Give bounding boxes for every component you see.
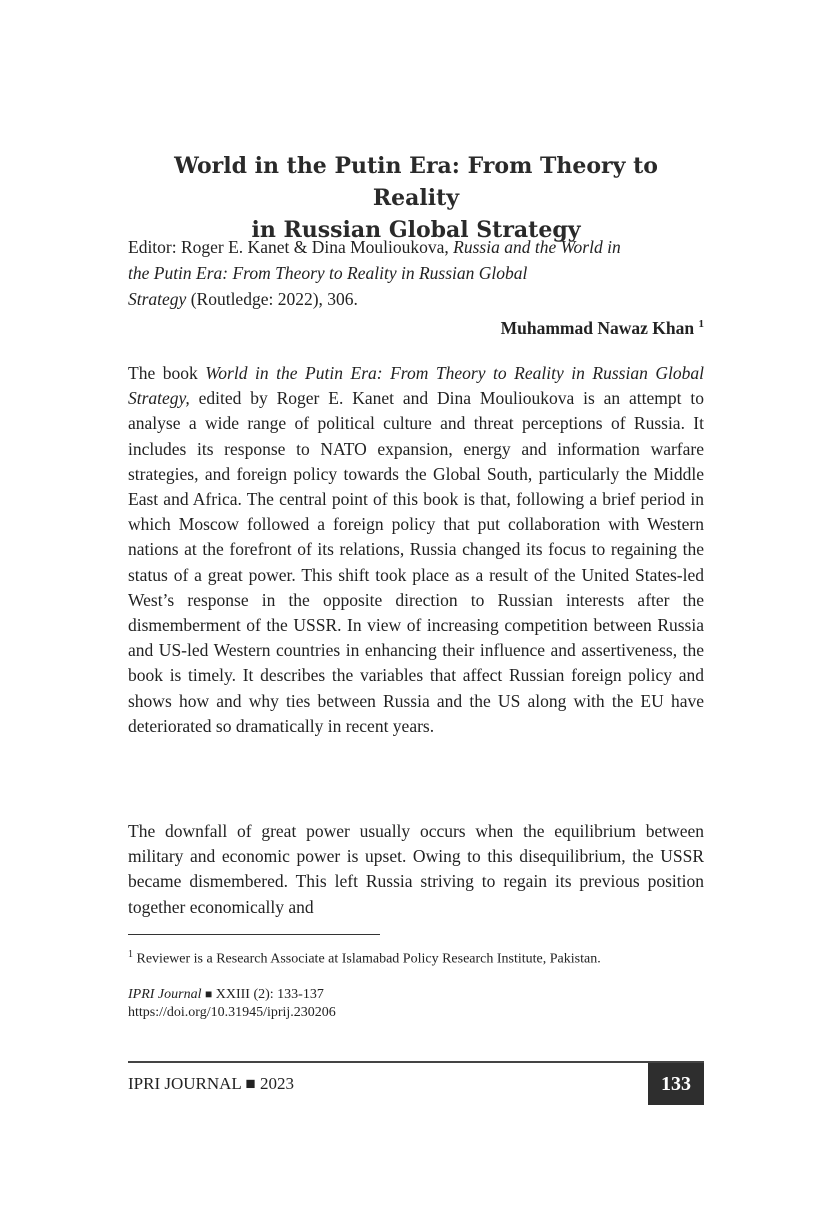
citation-line-3 xyxy=(128,286,704,312)
footnote-number: 1 xyxy=(128,949,133,960)
bibliographic-citation xyxy=(128,234,704,312)
citation-line-1 xyxy=(128,234,704,260)
review-title-line-2: in Russian Global Strategy xyxy=(251,217,581,243)
journal-issue: XXIII (2): 133-137 xyxy=(212,987,324,1002)
footnote-marker[interactable]: 1 xyxy=(698,318,704,330)
paragraph-1-lead: The book xyxy=(128,363,206,383)
reviewer-name xyxy=(501,311,704,341)
page-number: 133 xyxy=(648,1063,704,1105)
citation-book-title-part-1: Russia and the World in xyxy=(453,237,621,257)
journal-reference-line xyxy=(128,985,704,1004)
reviewer-name-text: Muhammad Nawaz Khan xyxy=(500,317,695,338)
paragraph-1-book-title: World in the Putin Era: From Theory to Reality in Russian Global Strategy, xyxy=(128,363,704,409)
citation-editors: Editor: Roger E. Kanet & Dina Moulioukova, xyxy=(128,237,454,257)
footer-journal-label: IPRI JOURNAL ■ 2023 xyxy=(128,1074,294,1093)
square-separator-icon: ■ xyxy=(204,987,213,1001)
body-paragraph-1 xyxy=(128,361,704,739)
journal-reference xyxy=(128,985,704,1022)
paragraph-1-text: edited by Roger E. Kanet and Dina Moulioukova is an attempt to analyse a wide range of political culture and threat perceptions of Russia. It includes its response to NATO expansion, energy and information warfare strategies, and foreign policy towards the Global South, particularly the Middle East and Africa. The central point of this book is that, following a brief period in which Moscow followed a foreign policy that put collaboration with Western nations at the forefront of its relations, Russia changed its focus to regaining the status of a great power. This shift took place as a result of the United States-led West’s response in the opposite direction to Russian interests after the dismemberment of the USSR. In view of increasing competition between Russia and US-led Western countries in enhancing their influence and assertiveness, the book is timely. It describes the variables that affect Russian foreign policy and shows how and why ties between Russia and the US along with the EU have deteriorated so dramatically in recent years. xyxy=(128,388,704,736)
citation-book-title-part-2: the Putin Era: From Theory to Reality in Russian Global xyxy=(128,263,528,283)
footnote xyxy=(128,945,704,970)
paragraph-2-text: The downfall of great power usually occurs when the equilibrium between military and economic power is upset. Owing to this disequilibrium, the USSR became dismembered. This left Russia striving to regain its previous position together economically and xyxy=(128,821,704,917)
doi-link[interactable]: https://doi.org/10.31945/iprij.230206 xyxy=(128,1005,336,1020)
citation-publisher: (Routledge: 2022), 306. xyxy=(186,289,358,309)
footnote-text: Reviewer is a Research Associate at Islamabad Policy Research Institute, Pakistan. xyxy=(133,951,601,967)
review-title xyxy=(128,150,704,246)
body-paragraph-2 xyxy=(128,819,704,920)
citation-line-2 xyxy=(128,260,704,286)
journal-name: IPRI Journal xyxy=(128,987,202,1002)
review-title-line-1: World in the Putin Era: From Theory to Reality xyxy=(174,153,658,211)
citation-book-title-part-3: Strategy xyxy=(128,289,187,309)
footnote-divider xyxy=(128,934,380,935)
footer-divider xyxy=(128,1061,704,1063)
